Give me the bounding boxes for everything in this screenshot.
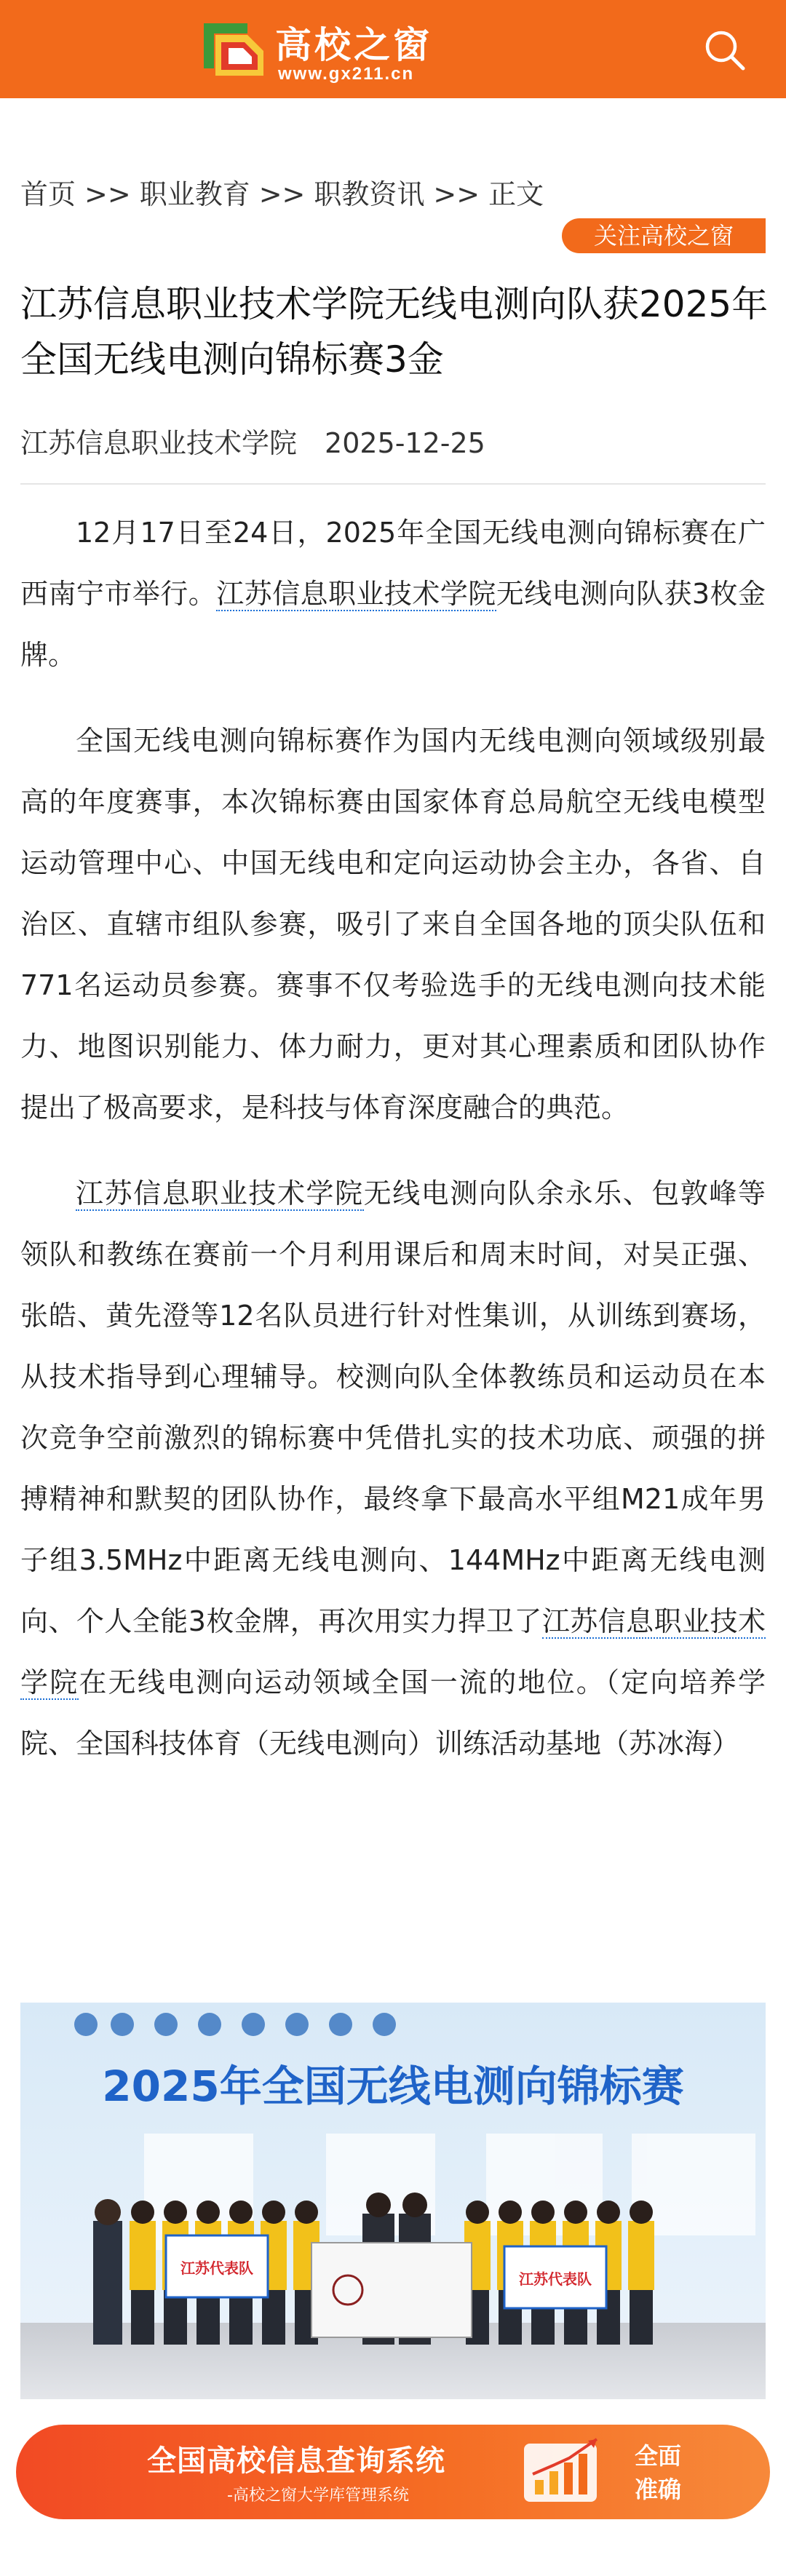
article-title: 江苏信息职业技术学院无线电测向队获2025年全国无线电测向锦标赛3金: [20, 283, 769, 381]
school-link[interactable]: 江苏信息职业技术学院: [216, 578, 496, 610]
breadcrumb-separator: >>: [258, 178, 306, 210]
paragraph-text: 在无线电测向运动领域全国一流的地位。（定向培养学院、全国科技体育（无线电测向）训练活动基地（苏冰海）: [20, 1666, 766, 1760]
article-body: [20, 502, 766, 1799]
logo-url: www.gx211.cn: [278, 64, 415, 84]
banner-right-line2: 准确: [635, 2476, 682, 2503]
breadcrumb-vocational-news[interactable]: 职教资讯: [314, 178, 425, 210]
banner-subtitle: -高校之窗大学库管理系统: [227, 2486, 409, 2505]
breadcrumb-separator: >>: [433, 178, 480, 210]
breadcrumb-current: 正文: [488, 178, 544, 210]
paragraph-2: 全国无线电测向锦标赛作为国内无线电测向领域级别最高的年度赛事，本次锦标赛由国家体育总局航空无线电模型运动管理中心、中国无线电和定向运动协会主办，各省、自治区、直辖市组队参赛，吸引了来自全国各地的顶尖队伍和771名运动员参赛。赛事不仅考验选手的无线电测向技术能力、地图识别能力、体力耐力，更对其心理素质和团队协作提出了极高要求，是科技与体育深度融合的典范。: [20, 725, 766, 1124]
site-logo[interactable]: [196, 13, 495, 86]
paragraph-text: 12月17日至24日，2025年全国无线电测向锦标赛在广西南宁市举行。: [20, 517, 766, 610]
article-meta: [20, 421, 485, 461]
breadcrumb: [20, 172, 544, 212]
flag-right-text: 江苏代表队: [519, 2270, 592, 2288]
breadcrumb-separator: >>: [84, 178, 131, 210]
school-link[interactable]: 江苏信息职业技术学院: [76, 1177, 364, 1209]
article-source: 江苏信息职业技术学院: [20, 427, 298, 459]
breadcrumb-vocational-education[interactable]: 职业教育: [139, 178, 250, 210]
article-date: 2025-12-25: [325, 427, 485, 459]
banner-right-line1: 全面: [635, 2442, 682, 2470]
divider: [20, 483, 766, 485]
paragraph-text: 无线电测向队余永乐、包敦峰等领队和教练在赛前一个月利用课后和周末时间，对吴正强、张皓、黄先澄等12名队员进行针对性集训，从训练到赛场，从技术指导到心理辅导。校测向队全体教练员和运动员在本次竞争空前激烈的锦标赛中凭借扎实的技术功底、顽强的拼搏精神和默契的团队协作，最终拿下最高水平组M21成年男子组3.5MHz中距离无线电测向、144MHz中距离无线电测向、个人全能3枚金牌，再次用实力捍卫了: [20, 1177, 766, 1637]
banner-right-text: [635, 2439, 681, 2506]
school-link[interactable]: 江苏信息职业技术学院: [20, 1605, 766, 1698]
paragraph-text: 无线电测向队获3枚金牌。: [20, 578, 766, 671]
banner-title: 全国高校信息查询系统: [147, 2444, 445, 2478]
team-photo-image: [20, 2003, 766, 2399]
logo-mark-icon: [196, 17, 269, 82]
flag-left-text: 江苏代表队: [180, 2259, 253, 2277]
follow-button[interactable]: 关注高校之窗: [562, 218, 766, 253]
photo-banner-text: 2025年全国无线电测向锦标赛: [102, 2062, 684, 2111]
search-icon[interactable]: [702, 28, 747, 73]
top-header-bar: [0, 0, 786, 98]
logo-title: 高校之窗: [275, 24, 432, 66]
breadcrumb-home[interactable]: 首页: [20, 178, 76, 210]
chart-graphic-icon: [517, 2429, 619, 2516]
info-query-banner[interactable]: [16, 2425, 770, 2519]
team-photo: [20, 2003, 766, 2399]
paragraph-3: [20, 1163, 766, 1774]
paragraph-1: [20, 502, 766, 685]
